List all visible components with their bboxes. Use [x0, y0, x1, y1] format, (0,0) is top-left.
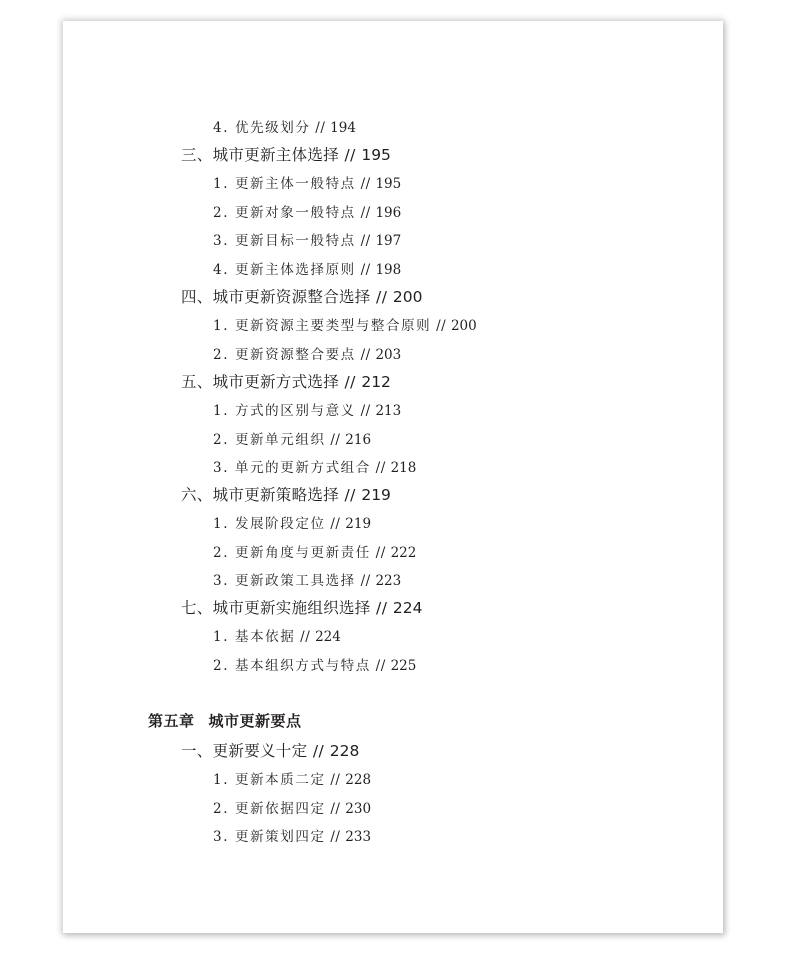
- entry-page-number: 222: [390, 545, 417, 561]
- entry-page-number: 196: [375, 205, 402, 221]
- entry-separator: //: [307, 742, 330, 760]
- section-label: 三、城市更新主体选择: [181, 146, 340, 164]
- entry-separator: //: [370, 599, 393, 617]
- toc-entry: [213, 343, 401, 363]
- toc-entry: [213, 456, 416, 476]
- entry-separator: //: [431, 318, 451, 334]
- entry-label: 2. 基本组织方式与特点: [213, 658, 371, 674]
- entry-label: 1. 更新主体一般特点: [213, 176, 356, 192]
- toc-entry: [213, 201, 401, 221]
- toc-section: [181, 370, 391, 392]
- entry-page-number: 225: [390, 658, 417, 674]
- entry-separator: //: [355, 262, 376, 278]
- entry-label: 2. 更新资源整合要点: [213, 347, 356, 363]
- toc-entry: [213, 768, 371, 788]
- document-page: [63, 21, 723, 933]
- toc-section: [181, 739, 359, 761]
- entry-separator: //: [355, 403, 376, 419]
- entry-page-number: 203: [375, 347, 402, 363]
- entry-separator: //: [355, 233, 376, 249]
- entry-page-number: 228: [345, 772, 372, 788]
- entry-page-number: 218: [390, 460, 417, 476]
- entry-page-number: 219: [361, 486, 391, 504]
- entry-page-number: 223: [375, 573, 402, 589]
- entry-separator: //: [370, 288, 393, 306]
- toc-section: [181, 483, 391, 505]
- toc-section: [181, 285, 423, 307]
- chapter-heading: [148, 710, 302, 731]
- toc-entry: [213, 399, 401, 419]
- entry-label: 3. 更新政策工具选择: [213, 573, 356, 589]
- entry-page-number: 200: [450, 318, 477, 334]
- toc-entry: [213, 654, 416, 674]
- toc-entry: [213, 569, 401, 589]
- entry-label: 2. 更新单元组织: [213, 432, 326, 448]
- entry-label: 2. 更新对象一般特点: [213, 205, 356, 221]
- entry-page-number: 224: [315, 629, 341, 645]
- entry-label: 4. 更新主体选择原则: [213, 262, 356, 278]
- entry-label: 1. 更新本质二定: [213, 772, 326, 788]
- entry-page-number: 195: [375, 176, 402, 192]
- entry-separator: //: [325, 829, 346, 845]
- entry-separator: //: [370, 658, 391, 674]
- section-label: 一、更新要义十定: [181, 742, 308, 760]
- entry-separator: //: [339, 373, 362, 391]
- entry-page-number: 224: [392, 599, 423, 617]
- toc-entry: [213, 625, 341, 645]
- toc-entry: [213, 797, 371, 817]
- entry-label: 3. 更新目标一般特点: [213, 233, 356, 249]
- entry-page-number: 195: [361, 146, 391, 164]
- chapter-title: 城市更新要点: [208, 712, 302, 730]
- entry-label: 1. 更新资源主要类型与整合原则: [213, 318, 432, 334]
- entry-label: 1. 方式的区别与意义: [213, 403, 356, 419]
- chapter-number: 第五章: [148, 712, 195, 730]
- entry-separator: //: [339, 146, 362, 164]
- toc-entry: [213, 825, 371, 845]
- entry-page-number: 198: [375, 262, 402, 278]
- entry-page-number: 230: [345, 801, 372, 817]
- toc-entry: [213, 512, 371, 532]
- entry-page-number: 233: [345, 829, 372, 845]
- section-label: 六、城市更新策略选择: [181, 486, 340, 504]
- entry-page-number: 197: [375, 233, 402, 249]
- section-label: 五、城市更新方式选择: [181, 373, 340, 391]
- section-label: 七、城市更新实施组织选择: [181, 599, 371, 617]
- entry-page-number: 212: [361, 373, 391, 391]
- toc-entry: [213, 172, 401, 192]
- toc-entry: [213, 229, 401, 249]
- entry-separator: //: [310, 120, 331, 136]
- entry-page-number: 200: [392, 288, 423, 306]
- toc-entry: [213, 258, 401, 278]
- entry-separator: //: [355, 573, 376, 589]
- entry-separator: //: [295, 629, 316, 645]
- entry-separator: //: [355, 347, 376, 363]
- section-label: 四、城市更新资源整合选择: [181, 288, 371, 306]
- table-of-contents: [63, 21, 723, 933]
- entry-page-number: 194: [330, 120, 356, 136]
- toc-entry: [213, 314, 477, 334]
- entry-separator: //: [325, 516, 346, 532]
- toc-entry: [213, 541, 416, 561]
- entry-separator: //: [370, 545, 391, 561]
- entry-separator: //: [325, 801, 346, 817]
- entry-label: 3. 单元的更新方式组合: [213, 460, 371, 476]
- entry-page-number: 228: [329, 742, 360, 760]
- entry-separator: //: [325, 772, 346, 788]
- entry-separator: //: [370, 460, 391, 476]
- entry-separator: //: [355, 205, 376, 221]
- entry-label: 2. 更新角度与更新责任: [213, 545, 371, 561]
- toc-section: [181, 596, 423, 618]
- toc-entry: [213, 428, 371, 448]
- entry-separator: //: [355, 176, 376, 192]
- entry-page-number: 213: [375, 403, 402, 419]
- entry-label: 1. 基本依据: [213, 629, 296, 645]
- toc-section: [181, 143, 391, 165]
- entry-separator: //: [339, 486, 362, 504]
- entry-separator: //: [325, 432, 346, 448]
- entry-label: 1. 发展阶段定位: [213, 516, 326, 532]
- entry-page-number: 216: [345, 432, 372, 448]
- entry-label: 3. 更新策划四定: [213, 829, 326, 845]
- entry-label: 2. 更新依据四定: [213, 801, 326, 817]
- entry-label: 4. 优先级划分: [213, 120, 311, 136]
- toc-entry: [213, 116, 356, 136]
- entry-page-number: 219: [345, 516, 372, 532]
